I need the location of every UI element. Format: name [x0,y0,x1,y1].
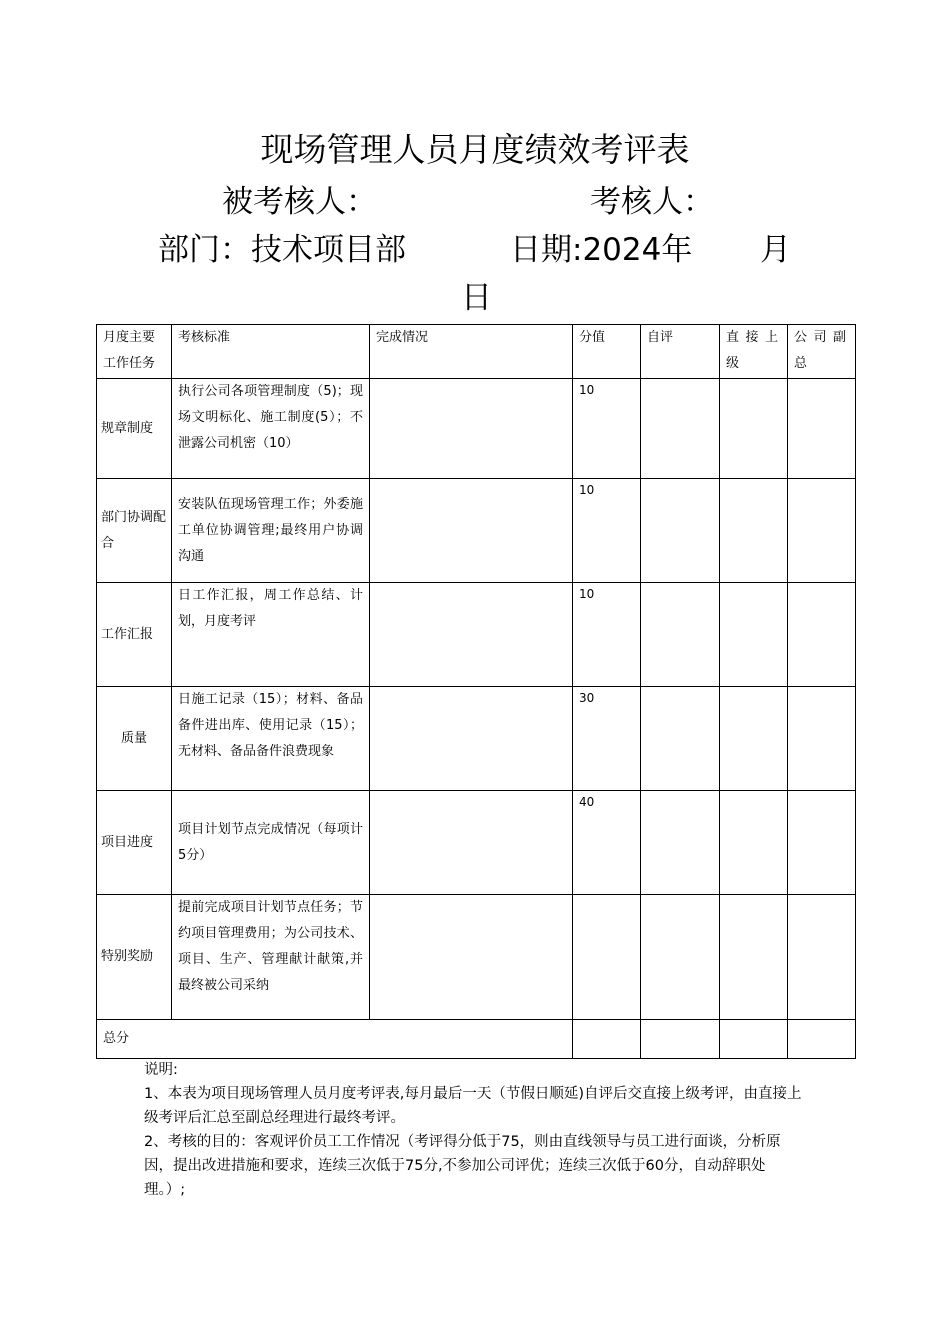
row-self[interactable] [641,895,720,1020]
row-status[interactable] [370,379,573,479]
note-item: 1、本表为项目现场管理人员月度考评表,每月最后一天（节假日顺延)自评后交直接上级考评，由直接上级考评后汇总至副总经理进行最终考评。 [144,1086,802,1126]
row-standard: 日施工记录（15）；材料、备品备件进出库、使用记录（15）；无材料、备品备件浪费现象 [172,687,370,791]
header-superior: 直接上级 [720,325,788,379]
table-row [97,687,856,791]
row-self[interactable] [641,379,720,479]
header-task: 月度主要工作任务 [97,325,172,379]
table-row [97,791,856,895]
department-label: 部门：技术项目部 [158,232,406,268]
notes-heading: 说明: [144,1062,178,1078]
notes-section [144,1058,804,1202]
row-status[interactable] [370,687,573,791]
month-label: 月 [760,232,791,268]
total-self[interactable] [641,1020,720,1059]
row-score: 10 [573,583,641,687]
total-label: 总分 [97,1020,573,1059]
row-superior[interactable] [720,895,788,1020]
header-vp: 公司副总 [788,325,856,379]
row-vp[interactable] [788,687,856,791]
row-vp[interactable] [788,895,856,1020]
table-row [97,379,856,479]
row-superior[interactable] [720,791,788,895]
day-label: 日 [461,280,492,316]
form-title: 现场管理人员月度绩效考评表 [260,130,690,169]
header-status: 完成情况 [370,325,573,379]
row-vp[interactable] [788,791,856,895]
row-score: 10 [573,379,641,479]
row-superior[interactable] [720,379,788,479]
table-row [97,895,856,1020]
total-row [97,1020,856,1059]
row-self[interactable] [641,583,720,687]
assessee-label: 被考核人： [222,184,377,220]
row-status[interactable] [370,895,573,1020]
header-self: 自评 [641,325,720,379]
row-task: 部门协调配合 [97,479,172,583]
assessment-table [96,324,856,1059]
row-vp[interactable] [788,583,856,687]
row-score: 40 [573,791,641,895]
total-score[interactable] [573,1020,641,1059]
row-superior[interactable] [720,687,788,791]
total-superior[interactable] [720,1020,788,1059]
row-status[interactable] [370,583,573,687]
date-label: 日期:2024年 [510,232,693,268]
row-task: 特别奖励 [97,895,172,1020]
row-vp[interactable] [788,479,856,583]
row-self[interactable] [641,687,720,791]
table-header-row [97,325,856,379]
header-standard: 考核标准 [172,325,370,379]
row-task: 质量 [97,687,172,791]
row-status[interactable] [370,479,573,583]
row-task: 规章制度 [97,379,172,479]
row-self[interactable] [641,791,720,895]
table-row [97,479,856,583]
row-status[interactable] [370,791,573,895]
row-self[interactable] [641,479,720,583]
row-score: 10 [573,479,641,583]
row-standard: 安装队伍现场管理工作；外委施工单位协调管理;最终用户协调沟通 [172,479,370,583]
header-score: 分值 [573,325,641,379]
row-standard: 项目计划节点完成情况（每项计5分） [172,791,370,895]
note-item: 2、考核的目的：客观评价员工工作情况（考评得分低于75，则由直线领导与员工进行面谈，分析原因，提出改进措施和要求，连续三次低于75分,不参加公司评优；连续三次低于60分，自动辞职处理。）; [144,1134,781,1198]
row-score: 30 [573,687,641,791]
row-task: 工作汇报 [97,583,172,687]
row-superior[interactable] [720,583,788,687]
row-standard: 执行公司各项管理制度（5)；现场文明标化、施工制度(5）；不泄露公司机密（10） [172,379,370,479]
assessor-label: 考核人： [590,184,714,220]
row-standard: 日工作汇报，周工作总结、计划，月度考评 [172,583,370,687]
row-vp[interactable] [788,379,856,479]
total-vp[interactable] [788,1020,856,1059]
row-standard: 提前完成项目计划节点任务；节约项目管理费用；为公司技术、项目、生产、管理献计献策,并最终被公司采纳 [172,895,370,1020]
row-superior[interactable] [720,479,788,583]
table-row [97,583,856,687]
row-score [573,895,641,1020]
row-task: 项目进度 [97,791,172,895]
